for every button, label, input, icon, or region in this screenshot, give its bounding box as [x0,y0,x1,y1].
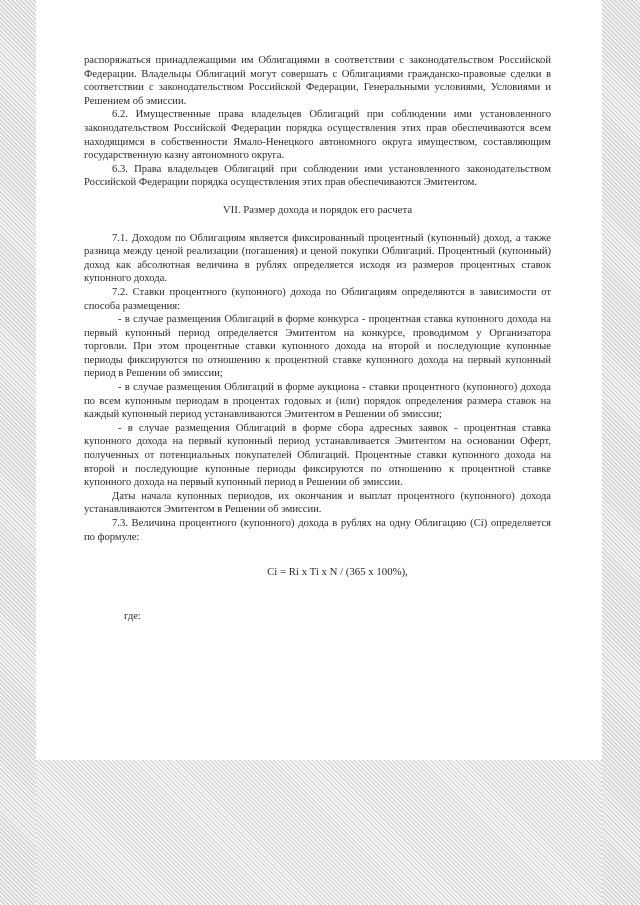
paragraph-7-1: 7.1. Доходом по Облигациям является фиксированный процентный (купонный) доход, а также разница между ценой реализации (погашения) и ценой покупки Облигаций. Процентный (купонный) доход как абсолютная величина в рублях определяется исходя из размеров процентных ставок купонного дохода. [84,232,551,285]
section-heading: VII. Размер дохода и порядок его расчета [222,203,413,216]
formula-where-label: где: [124,610,141,622]
paragraph-7-2: 7.2. Ставки процентного (купонного) дохода по Облигациям определяются в зависимости от способа размещения: [84,286,551,312]
paragraph-contest: - в случае размещения Облигаций в форме конкурса - процентная ставка купонного дохода на первый купонный период определяется Эмитентом на конкурсе, проводимом у Организатора торговли. При этом процентные ставки купонного дохода на второй и последующие купонные периоды фиксируются по отношению к процентной ставке купонного дохода на первый купонный период в Решении об эмиссии; [84,314,551,380]
paragraph-6-2: 6.2. Имущественные права владельцев Облигаций при соблюдении ими установленного законодательством Российской Федерации порядка осуществления этих прав обеспечиваются всем находящимся в собственности Ямало-Ненецкого автономного округа имуществом, составляющим государственную казну автономного округа. [84,109,551,162]
paragraph-continuation: распоряжаться принадлежащими им Облигациями в соответствии с законодательством Российской Федерации. Владельцы Облигаций могут совершать с Облигациями гражданско-правовые сделки в соответствии с законодательством Российской Федерации, Генеральными условиями, Условиями и Решением об эмиссии. [84,55,551,107]
paragraph-6-3: 6.3. Права владельцев Облигаций при соблюдении ими установленного законодательством Российской Федерации порядка осуществления этих прав обеспечиваются Эмитентом. [84,163,551,189]
paragraph-7-3: 7.3. Величина процентного (купонного) дохода в рублях на одну Облигацию (Ci) определяется по формуле: [84,518,551,543]
paragraph-dates: Даты начала купонных периодов, их окончания и выплат процентного (купонного) дохода устанавливаются Эмитентом в Решении об эмиссии. [84,490,551,516]
page-bottom-hatched-area [36,760,602,905]
document-body [84,54,551,623]
paragraph-auction: - в случае размещения Облигаций в форме аукциона - ставки процентного (купонного) дохода по всем купонным периодам в процентах годовых и (или) порядок определения размера ставок на каждый купонный период устанавливаются Эмитентом в Решении об эмиссии; [84,382,551,421]
paragraph-bids: - в случае размещения Облигаций в форме сбора адресных заявок - процентная ставка купонного дохода на первый купонный период устанавливается Эмитентом на основании Оферт, полученных от потенциальных покупателей Облигаций. Процентные ставки купонного дохода на второй и последующие купонные периоды фиксируются по отношению к процентной ставке купонного дохода на первый купонный период в Решении об эмиссии. [84,422,551,489]
coupon-formula: Ci = Ri x Ti x N / (365 x 100%), [267,566,408,579]
